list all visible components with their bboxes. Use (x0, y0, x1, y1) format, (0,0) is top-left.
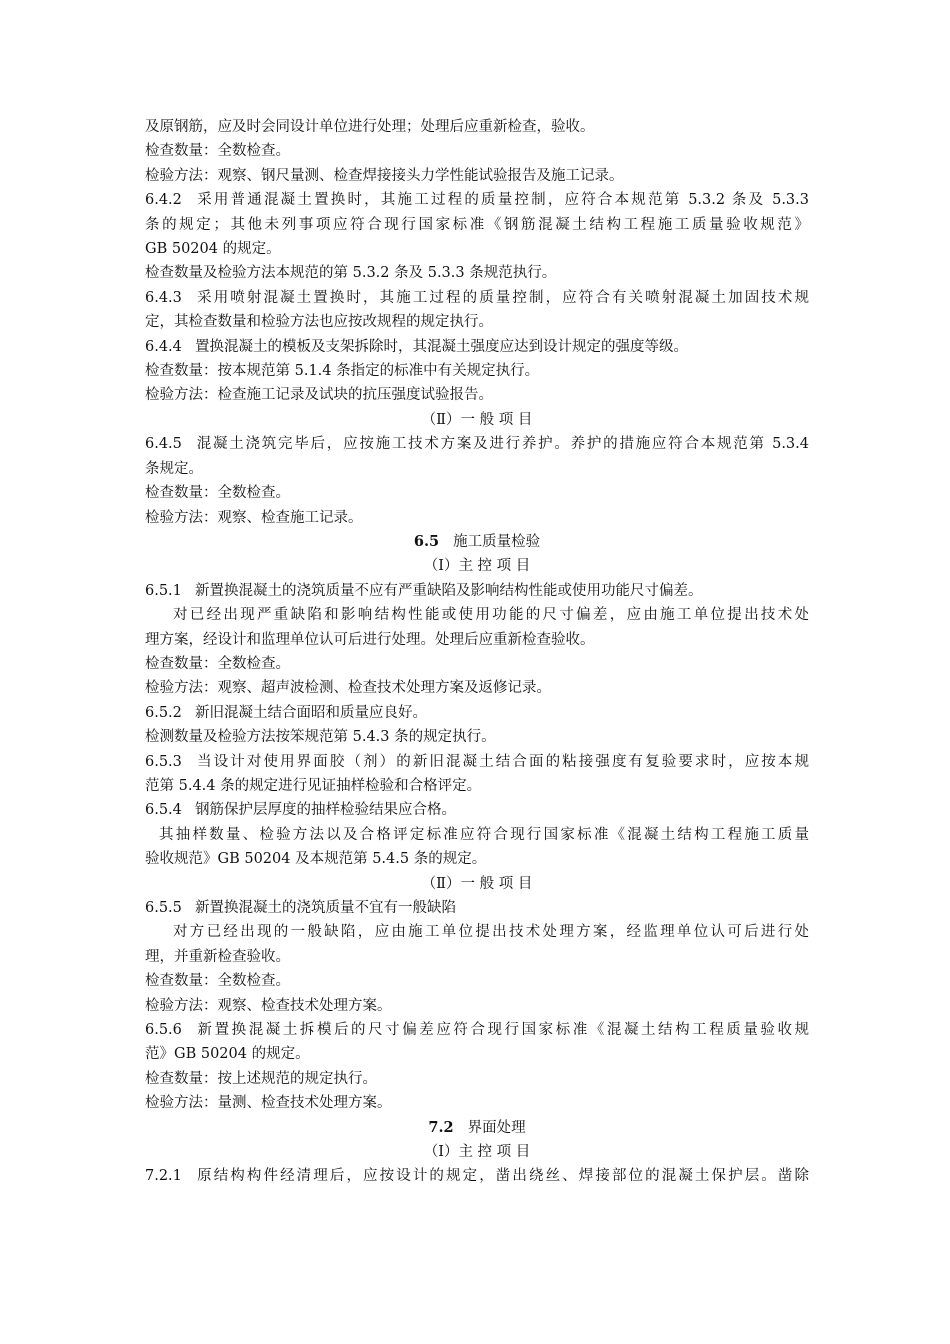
check-quantity-line: 检查数量：按本规范第 5.1.4 条指定的标准中有关规定执行。 (145, 363, 540, 380)
check-quantity-line: 检查数量：全数检查。 (145, 485, 290, 502)
clause-text-line: 条规定。 (145, 460, 203, 477)
subsection-main-items: （Ⅰ）主 控 项 目 (423, 1144, 531, 1161)
clause-number: 6.4.3 (145, 289, 182, 306)
clause-text: 新置换混凝土拆模后的尺寸偏差应符合现行国家标准《混凝土结构工程质量验收规 (195, 1022, 809, 1039)
clause-number: 6.4.5 (145, 436, 182, 453)
clause-text: 混凝土浇筑完毕后，应按施工技术方案及进行养护。养护的措施应符合本规范第 5.3.4 (195, 436, 809, 453)
clause-number: 6.5.6 (145, 1022, 182, 1039)
clause-text: 采用普通混凝土置换时，其施工过程的质量控制，应符合本规范第 5.3.2 条及 5.3.3 (195, 192, 809, 209)
clause-number: 6.5.3 (145, 753, 182, 770)
clause-text-line: GB 50204 的规定。 (145, 241, 281, 258)
clause-number: 7.2.1 (145, 1168, 182, 1185)
clause-number: 6.5.2 (145, 704, 182, 721)
section-heading-6-5 (145, 530, 809, 554)
clause-6-4-3 (145, 286, 809, 310)
clause-6-4-2 (145, 188, 809, 212)
clause-6-5-1 (145, 579, 809, 603)
check-method-line: 检验方法：量测、检查技术处理方案。 (145, 1095, 392, 1112)
document-page (145, 115, 809, 1189)
clause-6-5-4 (145, 798, 809, 822)
subsection-general-items: （Ⅱ）一 般 项 目 (421, 411, 533, 428)
clause-text-line: 范》GB 50204 的规定。 (145, 1046, 310, 1063)
paragraph-line: 理方案，经设计和监理单位认可后进行处理。处理后应重新检查验收。 (145, 631, 595, 648)
check-line: 检查数量及检验方法本规范的第 5.3.2 条及 5.3.3 条规范执行。 (145, 265, 557, 282)
clause-number: 6.4.4 (145, 338, 182, 355)
check-method-line: 检验方法：观察、检查技术处理方案。 (145, 997, 392, 1014)
subsection-general-items: （Ⅱ）一 般 项 目 (421, 875, 533, 892)
clause-number: 6.5.5 (145, 900, 182, 916)
clause-number: 6.4.2 (145, 192, 182, 209)
paragraph-line: 验收规范》GB 50204 及本规范第 5.4.5 条的规定。 (145, 851, 487, 868)
clause-6-5-6 (145, 1018, 809, 1042)
check-quantity-line: 检查数量：全数检查。 (145, 655, 290, 672)
clause-6-5-2 (145, 701, 809, 725)
paragraph-line: 理，并重新检查验收。 (145, 948, 290, 965)
clause-6-4-5 (145, 432, 809, 456)
paragraph-line: 对已经出现严重缺陷和影响结构性能或使用功能的尺寸偏差，应由施工单位提出技术处 (173, 607, 809, 624)
paragraph-line: 对方已经出现的一般缺陷，应由施工单位提出技术处理方案，经监理单位认可后进行处 (173, 924, 809, 941)
clause-number: 6.5.4 (145, 802, 182, 819)
clause-text: 新旧混凝土结合面昭和质量应良好。 (195, 704, 427, 721)
check-method-line: 检验方法：观察、超声波检测、检查技术处理方案及返修记录。 (145, 680, 551, 697)
clause-6-4-4 (145, 335, 809, 359)
check-line: 检测数量及检验方法按笨规范第 5.4.3 条的规定执行。 (145, 729, 496, 746)
check-method-line: 检验方法：观察、检查施工记录。 (145, 509, 363, 526)
clause-text: 新置换混凝土的浇筑质量不应有严重缺陷及影响结构性能或使用功能尺寸偏差。 (195, 582, 703, 599)
clause-6-5-5 (145, 896, 809, 920)
section-title: 施工质量检验 (453, 533, 541, 550)
check-quantity-line: 检查数量：全数检查。 (145, 143, 290, 160)
clause-text-line: 定，其检查数量和检验方法也应按改规程的规定执行。 (145, 314, 493, 331)
clause-number: 6.5.1 (145, 582, 182, 599)
section-heading-7-2 (145, 1116, 809, 1140)
clause-6-5-3 (145, 750, 809, 774)
clause-text: 置换混凝土的模板及支架拆除时，其混凝土强度应达到设计规定的强度等级。 (195, 338, 688, 355)
text-line: 及原钢筋，应及时会同设计单位进行处理；处理后应重新检查，验收。 (145, 119, 595, 135)
clause-text: 新置换混凝土的浇筑质量不宜有一般缺陷 (195, 900, 456, 916)
section-number: 6.5 (413, 532, 440, 550)
clause-text-line: 条的规定；其他未列事项应符合现行国家标准《钢筋混凝土结构工程施工质量验收规范》 (145, 216, 809, 233)
clause-text: 钢筋保护层厚度的抽样检验结果应合格。 (195, 802, 456, 819)
subsection-main-items: （Ⅰ）主 控 项 目 (423, 558, 531, 575)
clause-7-2-1 (145, 1164, 809, 1188)
paragraph-line: 其抽样数量、检验方法以及合格评定标准应符合现行国家标准《混凝土结构工程施工质量 (159, 826, 809, 843)
clause-text: 原结构构件经清理后，应按设计的规定，凿出绕丝、焊接部位的混凝土保护层。凿除 (195, 1168, 809, 1185)
section-title: 界面处理 (467, 1119, 526, 1136)
check-quantity-line: 检查数量：全数检查。 (145, 973, 290, 990)
section-number: 7.2 (428, 1118, 454, 1136)
check-quantity-line: 检查数量：按上述规范的规定执行。 (145, 1070, 377, 1087)
clause-text: 采用喷射混凝土置换时，其施工过程的质量控制，应符合有关喷射混凝土加固技术规 (195, 289, 809, 306)
clause-text: 当设计对使用界面胶（剂）的新旧混凝土结合面的粘接强度有复验要求时，应按本规 (195, 753, 809, 770)
clause-text-line: 范第 5.4.4 条的规定进行见证抽样检验和合格评定。 (145, 777, 482, 794)
check-method-line: 检验方法：检查施工记录及试块的抗压强度试验报告。 (145, 387, 493, 404)
check-method-line: 检验方法：观察、钢尺量测、检查焊接接头力学性能试验报告及施工记录。 (145, 167, 624, 184)
